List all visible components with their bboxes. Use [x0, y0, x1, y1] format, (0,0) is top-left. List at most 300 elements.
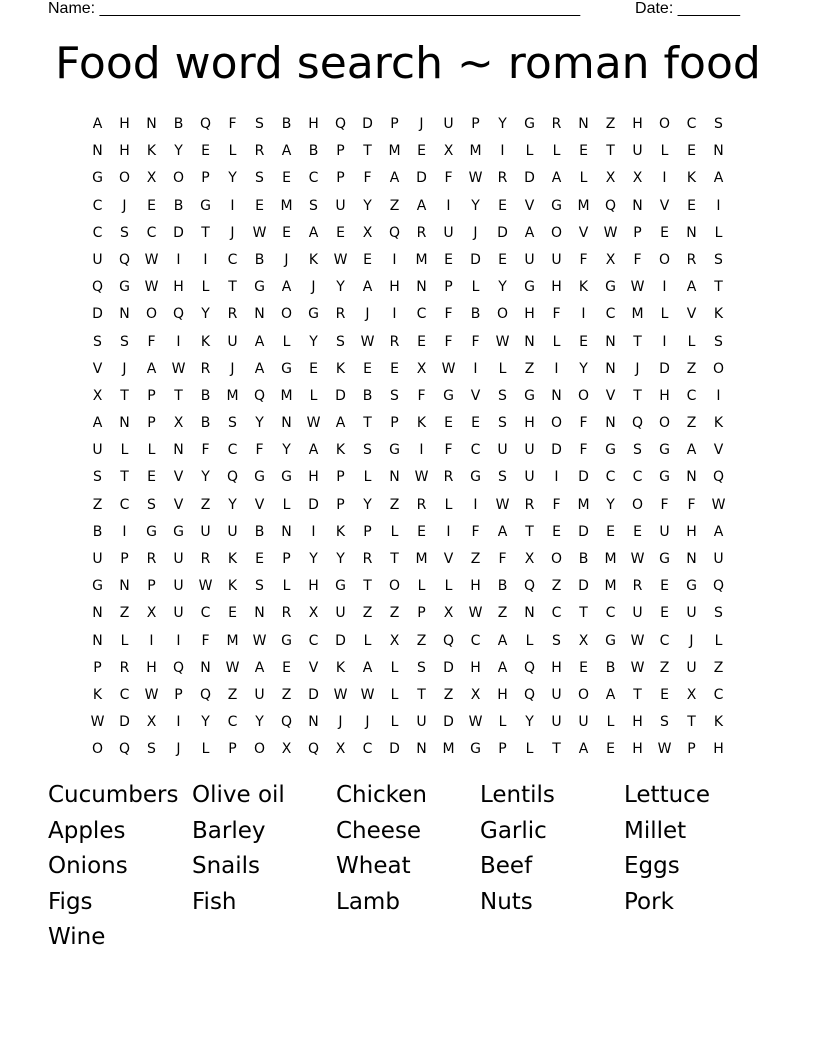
grid-cell[interactable]: I [473, 496, 478, 513]
grid-cell[interactable]: M [604, 578, 617, 595]
grid-cell[interactable]: H [173, 279, 184, 296]
grid-cell[interactable]: U [524, 469, 535, 486]
grid-cell[interactable]: U [497, 442, 508, 459]
grid-cell[interactable]: Z [659, 659, 670, 676]
grid-cell[interactable]: P [444, 279, 453, 296]
grid-cell[interactable]: O [388, 578, 401, 595]
grid-cell[interactable]: N [119, 578, 130, 595]
grid-cell[interactable]: L [525, 143, 534, 160]
grid-cell[interactable]: E [201, 143, 210, 160]
grid-cell[interactable]: L [363, 632, 372, 649]
grid-cell[interactable]: I [554, 360, 559, 377]
grid-cell[interactable]: U [659, 523, 670, 540]
grid-cell[interactable]: E [579, 659, 588, 676]
grid-cell[interactable]: B [254, 251, 265, 268]
grid-cell[interactable]: I [230, 197, 235, 214]
grid-cell[interactable]: K [92, 686, 103, 703]
grid-cell[interactable]: S [417, 659, 426, 676]
grid-cell[interactable]: E [579, 143, 588, 160]
grid-cell[interactable]: E [228, 605, 237, 622]
grid-cell[interactable]: K [335, 659, 346, 676]
grid-cell[interactable]: N [524, 605, 535, 622]
grid-cell[interactable]: R [389, 333, 400, 350]
grid-cell[interactable]: H [470, 578, 481, 595]
grid-cell[interactable]: H [119, 116, 130, 132]
grid-cell[interactable]: G [524, 279, 535, 296]
grid-cell[interactable]: X [281, 741, 292, 758]
grid-cell[interactable]: L [552, 143, 561, 160]
grid-cell[interactable]: I [176, 714, 181, 731]
grid-cell[interactable]: D [443, 659, 454, 676]
grid-cell[interactable]: T [174, 387, 183, 404]
grid-cell[interactable]: Y [228, 496, 237, 513]
grid-cell[interactable]: T [714, 279, 723, 296]
grid-cell[interactable]: N [146, 116, 157, 132]
grid-cell[interactable]: I [662, 170, 667, 187]
grid-cell[interactable]: A [308, 442, 319, 459]
grid-cell[interactable]: O [550, 224, 563, 241]
grid-cell[interactable]: Z [200, 496, 211, 513]
grid-cell[interactable]: G [254, 469, 265, 486]
grid-cell[interactable]: N [92, 632, 103, 649]
grid-cell[interactable]: S [255, 578, 264, 595]
grid-cell[interactable]: L [579, 170, 588, 187]
grid-cell[interactable]: H [470, 659, 481, 676]
grid-cell[interactable]: L [714, 632, 723, 649]
grid-cell[interactable]: V [605, 387, 616, 404]
grid-cell[interactable]: F [498, 551, 507, 567]
grid-cell[interactable]: A [362, 279, 373, 296]
grid-cell[interactable]: C [686, 387, 697, 404]
grid-cell[interactable]: B [173, 197, 184, 214]
grid-cell[interactable]: W [495, 333, 510, 350]
grid-cell[interactable]: T [417, 686, 426, 703]
grid-cell[interactable]: U [335, 605, 346, 622]
grid-cell[interactable]: D [335, 387, 346, 404]
grid-cell[interactable]: K [713, 714, 724, 731]
grid-cell[interactable]: P [336, 496, 345, 513]
grid-cell[interactable]: Q [712, 578, 725, 595]
grid-cell[interactable]: N [686, 551, 697, 567]
grid-cell[interactable]: C [227, 251, 238, 268]
grid-cell[interactable]: O [658, 116, 671, 132]
grid-cell[interactable]: S [255, 116, 264, 132]
grid-cell[interactable]: O [631, 496, 644, 513]
grid-cell[interactable]: V [524, 197, 535, 214]
grid-cell[interactable]: Q [334, 116, 347, 132]
grid-cell[interactable]: R [686, 251, 697, 268]
grid-cell[interactable]: I [716, 387, 721, 404]
grid-cell[interactable]: L [444, 578, 453, 595]
grid-cell[interactable]: G [686, 578, 697, 595]
grid-cell[interactable]: X [335, 741, 346, 758]
grid-cell[interactable]: P [498, 741, 507, 758]
grid-cell[interactable]: G [335, 578, 346, 595]
grid-cell[interactable]: W [360, 686, 375, 703]
grid-cell[interactable]: W [198, 578, 213, 595]
grid-cell[interactable]: F [660, 496, 669, 513]
grid-cell[interactable]: Z [92, 496, 103, 513]
grid-cell[interactable]: F [552, 496, 561, 513]
grid-cell[interactable]: G [605, 632, 616, 649]
grid-cell[interactable]: D [92, 306, 103, 323]
grid-cell[interactable]: U [524, 442, 535, 459]
grid-cell[interactable]: C [362, 741, 373, 758]
grid-cell[interactable]: S [93, 469, 102, 486]
grid-cell[interactable]: O [145, 306, 158, 323]
grid-cell[interactable]: Y [201, 469, 210, 486]
grid-cell[interactable]: L [525, 632, 534, 649]
grid-cell[interactable]: V [92, 360, 103, 377]
grid-cell[interactable]: L [498, 360, 507, 377]
grid-cell[interactable]: N [308, 714, 319, 731]
grid-cell[interactable]: L [228, 143, 237, 160]
grid-cell[interactable]: O [253, 741, 266, 758]
grid-cell[interactable]: W [171, 360, 186, 377]
grid-cell[interactable]: V [470, 387, 481, 404]
grid-cell[interactable]: E [687, 197, 696, 214]
grid-cell[interactable]: D [551, 442, 562, 459]
grid-cell[interactable]: R [551, 116, 562, 132]
grid-cell[interactable]: U [443, 224, 454, 241]
grid-cell[interactable]: E [336, 224, 345, 241]
grid-cell[interactable]: I [446, 523, 451, 540]
grid-cell[interactable]: U [551, 251, 562, 268]
grid-cell[interactable]: N [551, 387, 562, 404]
grid-cell[interactable]: Y [336, 551, 345, 567]
grid-cell[interactable]: A [713, 170, 724, 187]
grid-cell[interactable]: R [200, 551, 211, 567]
grid-cell[interactable]: E [660, 578, 669, 595]
grid-cell[interactable]: W [252, 224, 267, 241]
grid-cell[interactable]: P [390, 415, 399, 432]
grid-cell[interactable]: E [309, 360, 318, 377]
grid-cell[interactable]: E [498, 251, 507, 268]
grid-cell[interactable]: P [417, 605, 426, 622]
grid-cell[interactable]: S [714, 605, 723, 622]
grid-cell[interactable]: F [552, 306, 561, 323]
grid-cell[interactable]: N [416, 279, 427, 296]
grid-cell[interactable]: E [282, 224, 291, 241]
grid-cell[interactable]: Y [201, 714, 210, 731]
grid-cell[interactable]: Q [523, 659, 536, 676]
grid-cell[interactable]: A [551, 170, 562, 187]
grid-cell[interactable]: O [172, 170, 185, 187]
grid-cell[interactable]: L [660, 306, 669, 323]
grid-cell[interactable]: Y [606, 496, 615, 513]
grid-cell[interactable]: I [500, 143, 505, 160]
grid-cell[interactable]: O [577, 686, 590, 703]
grid-cell[interactable]: L [417, 578, 426, 595]
grid-cell[interactable]: N [92, 605, 103, 622]
grid-cell[interactable]: P [93, 659, 102, 676]
grid-cell[interactable]: S [714, 251, 723, 268]
grid-cell[interactable]: P [363, 523, 372, 540]
grid-cell[interactable]: R [227, 306, 238, 323]
grid-cell[interactable]: C [92, 197, 103, 214]
grid-cell[interactable]: B [200, 387, 211, 404]
grid-cell[interactable]: L [525, 741, 534, 758]
grid-cell[interactable]: A [605, 686, 616, 703]
grid-cell[interactable]: E [552, 523, 561, 540]
grid-cell[interactable]: G [308, 306, 319, 323]
grid-cell[interactable]: D [308, 686, 319, 703]
grid-cell[interactable]: M [415, 551, 428, 567]
grid-cell[interactable]: L [714, 224, 723, 241]
grid-cell[interactable]: O [712, 360, 725, 377]
grid-cell[interactable]: U [92, 442, 103, 459]
grid-cell[interactable]: Y [363, 496, 372, 513]
grid-cell[interactable]: J [122, 360, 127, 377]
grid-cell[interactable]: C [470, 442, 481, 459]
grid-cell[interactable]: O [91, 741, 104, 758]
grid-cell[interactable]: N [92, 143, 103, 160]
grid-cell[interactable]: S [498, 469, 507, 486]
grid-cell[interactable]: E [363, 360, 372, 377]
grid-cell[interactable]: H [146, 659, 157, 676]
grid-cell[interactable]: C [632, 469, 643, 486]
grid-cell[interactable]: F [444, 442, 453, 459]
grid-cell[interactable]: L [147, 442, 156, 459]
grid-cell[interactable]: U [173, 605, 184, 622]
grid-cell[interactable]: L [201, 279, 210, 296]
grid-cell[interactable]: W [441, 360, 456, 377]
grid-cell[interactable]: G [551, 197, 562, 214]
grid-cell[interactable]: W [252, 632, 267, 649]
grid-cell[interactable]: X [146, 170, 157, 187]
grid-cell[interactable]: K [146, 143, 157, 160]
grid-cell[interactable]: O [118, 170, 131, 187]
grid-cell[interactable]: C [659, 632, 670, 649]
grid-cell[interactable]: B [254, 523, 265, 540]
grid-cell[interactable]: Q [442, 632, 455, 649]
grid-cell[interactable]: J [230, 224, 235, 241]
grid-cell[interactable]: I [176, 333, 181, 350]
grid-cell[interactable]: E [390, 360, 399, 377]
grid-cell[interactable]: M [604, 551, 617, 567]
grid-cell[interactable]: S [120, 224, 129, 241]
grid-cell[interactable]: E [147, 469, 156, 486]
grid-cell[interactable]: Y [498, 116, 507, 132]
grid-cell[interactable]: Y [525, 714, 534, 731]
grid-cell[interactable]: X [146, 714, 157, 731]
grid-cell[interactable]: Y [255, 714, 264, 731]
grid-cell[interactable]: O [658, 415, 671, 432]
grid-cell[interactable]: I [419, 442, 424, 459]
grid-cell[interactable]: I [554, 469, 559, 486]
grid-cell[interactable]: V [713, 442, 724, 459]
grid-cell[interactable]: I [662, 333, 667, 350]
grid-cell[interactable]: Z [119, 605, 130, 622]
grid-cell[interactable]: L [363, 469, 372, 486]
grid-cell[interactable]: V [173, 496, 184, 513]
grid-cell[interactable]: U [335, 197, 346, 214]
grid-cell[interactable]: G [200, 197, 211, 214]
grid-cell[interactable]: H [524, 415, 535, 432]
grid-cell[interactable]: H [632, 741, 643, 758]
grid-cell[interactable]: X [308, 605, 319, 622]
grid-cell[interactable]: N [686, 224, 697, 241]
grid-cell[interactable]: A [281, 143, 292, 160]
grid-cell[interactable]: S [552, 632, 561, 649]
grid-cell[interactable]: E [417, 523, 426, 540]
grid-cell[interactable]: V [443, 551, 454, 567]
grid-cell[interactable]: E [255, 197, 264, 214]
grid-cell[interactable]: A [524, 224, 535, 241]
grid-cell[interactable]: R [362, 551, 373, 567]
grid-cell[interactable]: Q [199, 116, 212, 132]
grid-cell[interactable]: K [578, 279, 589, 296]
grid-cell[interactable]: L [309, 387, 318, 404]
grid-cell[interactable]: Y [255, 415, 264, 432]
grid-cell[interactable]: C [416, 306, 427, 323]
grid-cell[interactable]: T [633, 686, 642, 703]
grid-cell[interactable]: T [120, 469, 129, 486]
grid-cell[interactable]: N [389, 469, 400, 486]
grid-cell[interactable]: T [633, 387, 642, 404]
grid-cell[interactable]: V [308, 659, 319, 676]
grid-cell[interactable]: H [686, 523, 697, 540]
grid-cell[interactable]: R [632, 578, 643, 595]
grid-cell[interactable]: T [120, 387, 129, 404]
grid-cell[interactable]: A [416, 197, 427, 214]
grid-cell[interactable]: F [444, 306, 453, 323]
grid-cell[interactable]: A [497, 659, 508, 676]
grid-cell[interactable]: B [173, 116, 184, 132]
grid-cell[interactable]: B [470, 306, 481, 323]
grid-cell[interactable]: R [497, 170, 508, 187]
grid-cell[interactable]: H [632, 714, 643, 731]
grid-cell[interactable]: C [713, 686, 724, 703]
grid-cell[interactable]: S [660, 714, 669, 731]
grid-cell[interactable]: E [660, 605, 669, 622]
grid-cell[interactable]: A [686, 279, 697, 296]
grid-cell[interactable]: Y [309, 333, 318, 350]
grid-cell[interactable]: M [415, 251, 428, 268]
grid-cell[interactable]: Q [712, 469, 725, 486]
grid-cell[interactable]: A [578, 741, 589, 758]
grid-cell[interactable]: Y [336, 279, 345, 296]
grid-cell[interactable]: A [335, 415, 346, 432]
grid-cell[interactable]: W [711, 496, 726, 513]
grid-cell[interactable]: H [497, 686, 508, 703]
grid-cell[interactable]: M [280, 197, 293, 214]
grid-cell[interactable]: E [147, 197, 156, 214]
grid-cell[interactable]: A [308, 224, 319, 241]
grid-cell[interactable]: G [173, 523, 184, 540]
grid-cell[interactable]: C [227, 442, 238, 459]
grid-cell[interactable]: X [416, 360, 427, 377]
grid-cell[interactable]: I [716, 197, 721, 214]
grid-cell[interactable]: V [173, 469, 184, 486]
grid-cell[interactable]: Z [686, 415, 697, 432]
grid-cell[interactable]: X [686, 686, 697, 703]
grid-cell[interactable]: L [552, 333, 561, 350]
grid-cell[interactable]: D [173, 224, 184, 241]
grid-cell[interactable]: G [281, 632, 292, 649]
grid-cell[interactable]: P [687, 741, 696, 758]
grid-cell[interactable]: F [687, 496, 696, 513]
grid-cell[interactable]: I [581, 306, 586, 323]
grid-cell[interactable]: B [362, 387, 373, 404]
grid-cell[interactable]: X [92, 387, 103, 404]
grid-cell[interactable]: A [281, 279, 292, 296]
grid-cell[interactable]: D [443, 714, 454, 731]
grid-cell[interactable]: M [442, 741, 455, 758]
grid-cell[interactable]: K [335, 360, 346, 377]
grid-cell[interactable]: N [524, 333, 535, 350]
grid-cell[interactable]: R [416, 496, 427, 513]
grid-cell[interactable]: T [525, 523, 534, 540]
grid-cell[interactable]: N [281, 523, 292, 540]
grid-cell[interactable]: L [282, 333, 291, 350]
grid-cell[interactable]: J [338, 714, 343, 731]
grid-cell[interactable]: Q [523, 686, 536, 703]
grid-cell[interactable]: W [144, 686, 159, 703]
grid-cell[interactable]: S [309, 197, 318, 214]
grid-cell[interactable]: P [390, 116, 399, 132]
grid-cell[interactable]: F [471, 523, 480, 540]
grid-cell[interactable]: Q [118, 741, 131, 758]
grid-cell[interactable]: W [360, 333, 375, 350]
grid-cell[interactable]: X [443, 143, 454, 160]
grid-cell[interactable]: D [497, 224, 508, 241]
grid-cell[interactable]: Z [362, 605, 373, 622]
grid-cell[interactable]: A [254, 333, 265, 350]
grid-cell[interactable]: H [308, 116, 319, 132]
grid-cell[interactable]: U [416, 714, 427, 731]
grid-cell[interactable]: Z [416, 632, 427, 649]
grid-cell[interactable]: G [659, 442, 670, 459]
grid-cell[interactable]: J [689, 632, 694, 649]
grid-cell[interactable]: H [308, 469, 319, 486]
grid-cell[interactable]: Z [497, 605, 508, 622]
grid-cell[interactable]: E [255, 551, 264, 567]
grid-cell[interactable]: E [660, 686, 669, 703]
grid-cell[interactable]: T [579, 605, 588, 622]
grid-cell[interactable]: C [551, 605, 562, 622]
grid-cell[interactable]: B [605, 659, 616, 676]
grid-cell[interactable]: C [119, 496, 130, 513]
grid-cell[interactable]: O [496, 306, 509, 323]
grid-cell[interactable]: I [203, 251, 208, 268]
grid-cell[interactable]: G [605, 442, 616, 459]
grid-cell[interactable]: Q [631, 415, 644, 432]
grid-cell[interactable]: E [471, 415, 480, 432]
grid-cell[interactable]: G [605, 279, 616, 296]
grid-cell[interactable]: F [444, 170, 453, 187]
grid-cell[interactable]: Z [227, 686, 238, 703]
grid-cell[interactable]: T [363, 578, 372, 595]
grid-cell[interactable]: E [579, 333, 588, 350]
grid-cell[interactable]: E [606, 523, 615, 540]
grid-cell[interactable]: R [443, 469, 454, 486]
grid-cell[interactable]: X [173, 415, 184, 432]
grid-cell[interactable]: W [468, 605, 483, 622]
grid-cell[interactable]: Q [307, 741, 320, 758]
grid-cell[interactable]: N [605, 415, 616, 432]
grid-cell[interactable]: G [659, 551, 670, 567]
grid-cell[interactable]: P [147, 578, 156, 595]
grid-cell[interactable]: R [335, 306, 346, 323]
grid-cell[interactable]: W [333, 686, 348, 703]
grid-cell[interactable]: I [392, 306, 397, 323]
grid-cell[interactable]: L [687, 333, 696, 350]
grid-cell[interactable]: Y [174, 143, 183, 160]
grid-cell[interactable]: T [363, 415, 372, 432]
grid-cell[interactable]: L [390, 523, 399, 540]
grid-cell[interactable]: V [578, 224, 589, 241]
